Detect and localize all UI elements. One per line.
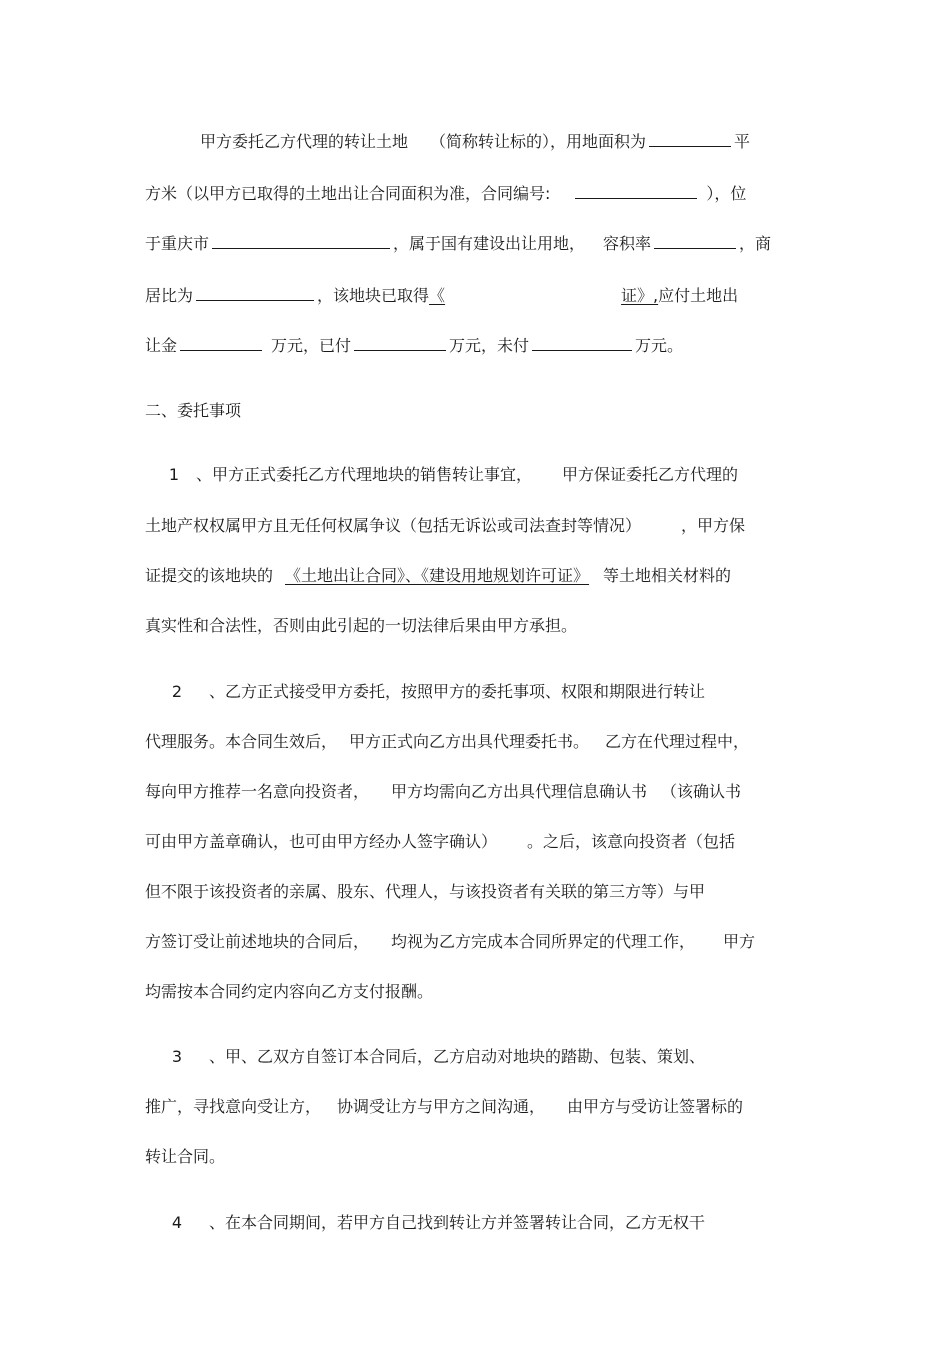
text-span: ，属于国有建设出让用地， <box>393 234 586 253</box>
text-span: 、乙方正式接受甲方委托，按照甲方的委托事项、权限和期限进行转让 <box>209 682 706 701</box>
p1-line-4 <box>145 284 805 306</box>
item2-line-6 <box>145 931 805 953</box>
section-heading: 二、委托事项 <box>145 401 242 420</box>
item3-line-1 <box>163 1046 805 1068</box>
p1-line-5 <box>145 334 805 356</box>
text-span: 协调受让方与甲方之间沟通， <box>337 1097 546 1116</box>
text-span: 甲方 <box>723 932 756 951</box>
text-span: 方签订受让前述地块的合同后， <box>145 932 370 951</box>
blank-unpaid <box>532 334 632 351</box>
p1-line-1 <box>200 130 805 152</box>
text-span: ，甲方保 <box>681 516 746 535</box>
text-span: 、在本合同期间，若甲方自己找到转让方并签署转让合同，乙方无权干 <box>209 1213 706 1232</box>
text-span: 。之后，该意向投资者（包括 <box>527 832 736 851</box>
text-span: 甲方均需向乙方出具代理信息确认书 <box>391 782 648 801</box>
item-number: 4 <box>171 1213 183 1232</box>
text-span: 证提交的该地块的 <box>145 566 274 585</box>
certificate-underlined <box>429 286 658 305</box>
item2-line-4 <box>145 831 805 853</box>
item2-line-7: 均需按本合同约定内容向乙方支付报酬。 <box>145 982 434 1001</box>
text-span: 均视为乙方完成本合同所界定的代理工作， <box>391 932 696 951</box>
documents-underlined <box>285 566 603 585</box>
item2-line-2 <box>145 731 805 753</box>
item2-line-5: 但不限于该投资者的亲属、股东、代理人，与该投资者有关联的第三方等）与甲 <box>145 882 706 901</box>
item-number: 1 <box>168 465 180 484</box>
text-span: 方米（以甲方已取得的土地出让合同面积为准，合同编号: <box>145 184 551 203</box>
text-span: 每向甲方推荐一名意向投资者， <box>145 782 370 801</box>
text-span: （简称转让标的），用地面积为 <box>430 132 647 151</box>
text-span: 万元，未付 <box>449 336 530 355</box>
text-span: 万元，已付 <box>271 336 352 355</box>
item-number: 2 <box>171 682 183 701</box>
text-span: 让金 <box>145 336 178 355</box>
text-span: 等土地相关材料的 <box>603 566 732 585</box>
text-span: 应付土地出 <box>658 286 739 305</box>
item1-line-2 <box>145 515 805 537</box>
blank-location <box>212 232 390 249</box>
text-span: 《土地出让合同》、《建设用地规划许可证》 <box>285 566 590 585</box>
item3-line-2 <box>145 1096 805 1118</box>
item3-line-3: 转让合同。 <box>145 1147 226 1166</box>
item2-line-1 <box>163 681 805 703</box>
text-span: 《 <box>429 286 446 305</box>
text-span: ），位 <box>706 184 747 203</box>
blank-land-area <box>649 130 731 147</box>
blank-plot-ratio <box>654 232 736 249</box>
p1-line-3 <box>145 232 805 254</box>
text-span: 乙方在代理过程中， <box>605 732 750 751</box>
text-span: 甲方委托乙方代理的转让土地 <box>200 132 409 151</box>
item2-line-3 <box>145 781 805 803</box>
text-span: 、甲、乙双方自签订本合同后，乙方启动对地块的踏勘、包装、策划、 <box>209 1047 706 1066</box>
text-span: （该确认书 <box>661 782 742 801</box>
text-span: 推广，寻找意向受让方， <box>145 1097 322 1116</box>
text-span: 证》, <box>621 286 659 305</box>
text-span: 于重庆市 <box>145 234 210 253</box>
text-span: 土地产权权属甲方且无任何权属争议（包括无诉讼或司法查封等情况） <box>145 516 642 535</box>
text-span: 万元。 <box>635 336 684 355</box>
text-span: 容积率 <box>603 234 652 253</box>
text-span: 平 <box>734 132 751 151</box>
item4-line-1 <box>163 1212 805 1234</box>
text-span: 甲方正式向乙方出具代理委托书。 <box>349 732 590 751</box>
blank-land-payment <box>180 334 262 351</box>
item-number: 3 <box>171 1047 183 1066</box>
text-span: 可由甲方盖章确认，也可由甲方经办人签字确认） <box>145 832 498 851</box>
text-span: 由甲方与受访让签署标的 <box>567 1097 744 1116</box>
blank-contract-number <box>575 182 697 199</box>
text-span: 甲方保证委托乙方代理的 <box>562 465 739 484</box>
item1-line-1 <box>160 464 805 486</box>
p1-line-2 <box>145 182 805 204</box>
text-span: 代理服务。本合同生效后， <box>145 732 338 751</box>
text-span: 、甲方正式委托乙方代理地块的销售转让事宜， <box>196 465 533 484</box>
text-span: ，该地块已取得 <box>317 286 430 305</box>
item1-line-3 <box>145 565 805 587</box>
item1-line-4: 真实性和合法性，否则由此引起的一切法律后果由甲方承担。 <box>145 616 578 635</box>
blank-paid <box>354 334 446 351</box>
blank-commercial-ratio <box>196 284 314 301</box>
text-span: 居比为 <box>145 286 194 305</box>
text-span: ，商 <box>739 234 772 253</box>
